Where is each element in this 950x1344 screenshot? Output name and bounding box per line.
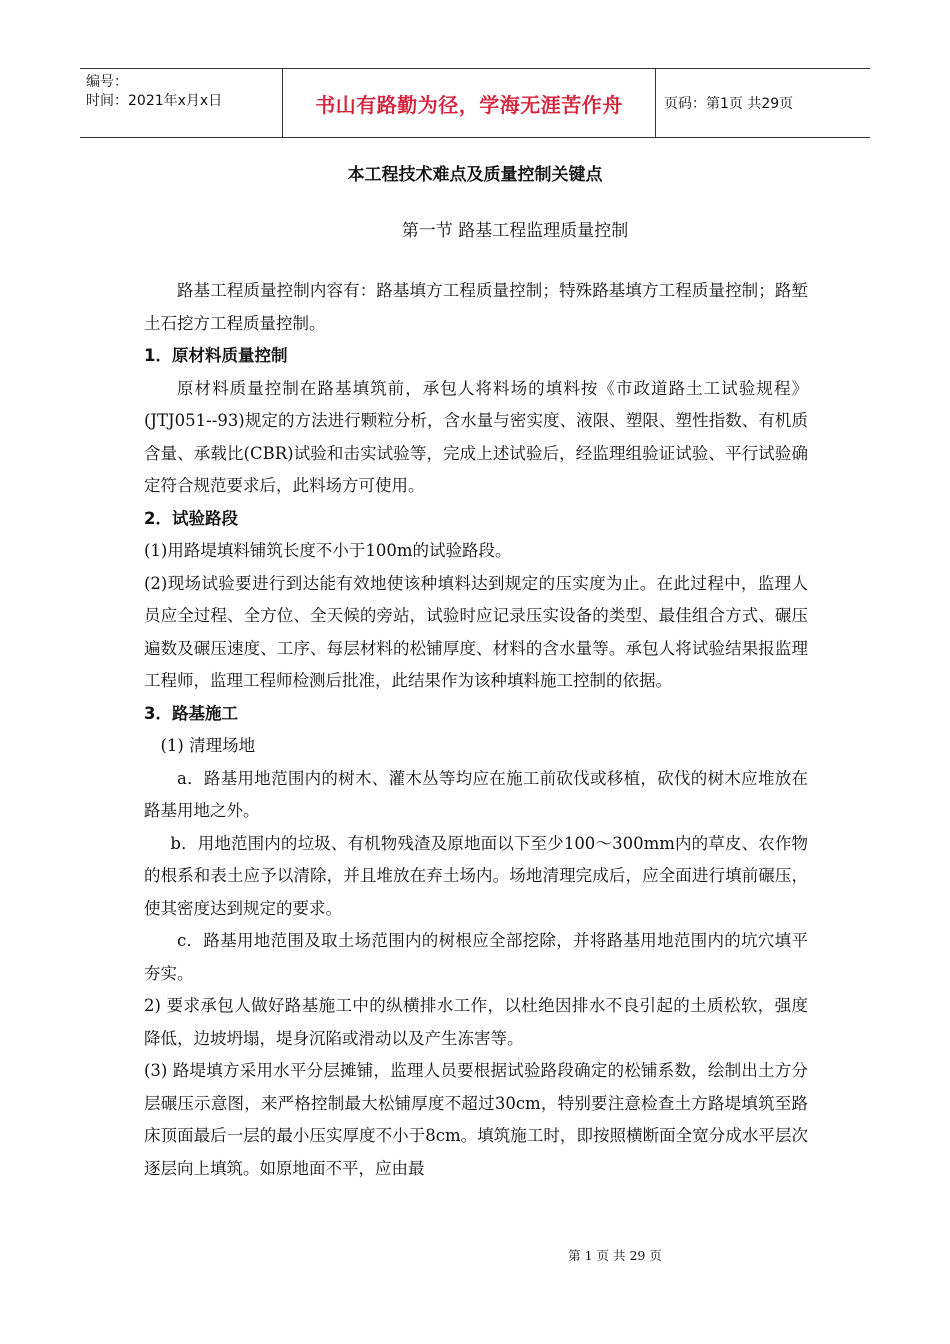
heading-roadbed-construction: 3．路基施工 (144, 703, 238, 723)
paragraph-drainage: 2) 要求承包人做好路基施工中的纵横排水工作，以杜绝因排水不良引起的土质松软，强度降低，边坡坍塌，堤身沉陷或滑动以及产生冻害等。 (144, 996, 808, 1048)
page-info: 页码：第1页 共29页 (664, 96, 794, 112)
section-title: 第一节 路基工程监理质量控制 (401, 221, 629, 241)
time-label: 时间：2021年x月x日 (86, 93, 223, 109)
paragraph-intro: 路基工程质量控制内容有：路基填方工程质量控制；特殊路基填方工程质量控制；路堑土石挖方工程质量控制。 (144, 281, 808, 333)
header-page-cell (656, 69, 870, 137)
paragraph-clear-a: a．路基用地范围内的树木、灌木丛等均应在施工前砍伐或移植，砍伐的树木应堆放在路基用地之外。 (144, 768, 808, 820)
number-label: 编号： (86, 74, 128, 90)
header-table (80, 68, 870, 138)
paragraph-layered-fill: (3) 路堤填方采用水平分层摊铺，监理人员要根据试验路段确定的松铺系数，绘制出土方分层碾压示意图，来严格控制最大松铺厚度不超过30cm，特别要注意检查土方路堤填筑至路床顶面最后一层的最小压实厚度不小于8cm。填筑施工时，即按照横断面全宽分成水平层次逐层向上填筑。如原地面不平，应由最 (144, 1061, 808, 1178)
document-title: 本工程技术难点及质量控制关键点 (347, 165, 603, 185)
heading-test-section: 2．试验路段 (144, 508, 238, 528)
paragraph-clear-c: c．路基用地范围及取土场范围内的树根应全部挖除，并将路基用地范围内的坑穴填平夯实。 (144, 931, 808, 983)
motto: 书山有路勤为径，学海无涯苦作舟 (315, 92, 623, 117)
paragraph-test-2: (2)现场试验要进行到达能有效地使该种填料达到规定的压实度为止。在此过程中，监理人员应全过程、全方位、全天候的旁站，试验时应记录压实设备的类型、最佳组合方式、碾压遍数及碾压速度、工序、每层材料的松铺厚度、材料的含水量等。承包人将试验结果报监理工程师，监理工程师检测后批准，此结果作为该种填料施工控制的依据。 (144, 573, 808, 690)
document-body (144, 275, 808, 1185)
heading-raw-materials: 1．原材料质量控制 (144, 346, 288, 365)
paragraph-raw-materials: 原材料质量控制在路基填筑前，承包人将料场的填料按《市政道路土工试验规程》(JTJ051--93)规定的方法进行颗粒分析，含水量与密实度、液限、塑限、塑性指数、有机质含量、承载比(CBR)试验和击实试验等，完成上述试验后，经监理组验证试验、平行试验确定符合规范要求后，此料场方可使用。 (144, 378, 808, 495)
header-motto-cell (282, 69, 656, 137)
header-left-cell (80, 69, 282, 137)
subheading-clear-site: (1) 清理场地 (160, 736, 256, 755)
page-footer: 第 1 页 共 29 页 (568, 1248, 662, 1263)
paragraph-test-1: (1)用路堤填料铺筑长度不小于100m的试验路段。 (144, 541, 512, 560)
paragraph-clear-b: b．用地范围内的垃圾、有机物残渣及原地面以下至少100～300mm内的草皮、农作物的根系和表土应予以清除，并且堆放在弃土场内。场地清理完成后，应全面进行填前碾压，使其密度达到规定的要求。 (144, 833, 808, 918)
